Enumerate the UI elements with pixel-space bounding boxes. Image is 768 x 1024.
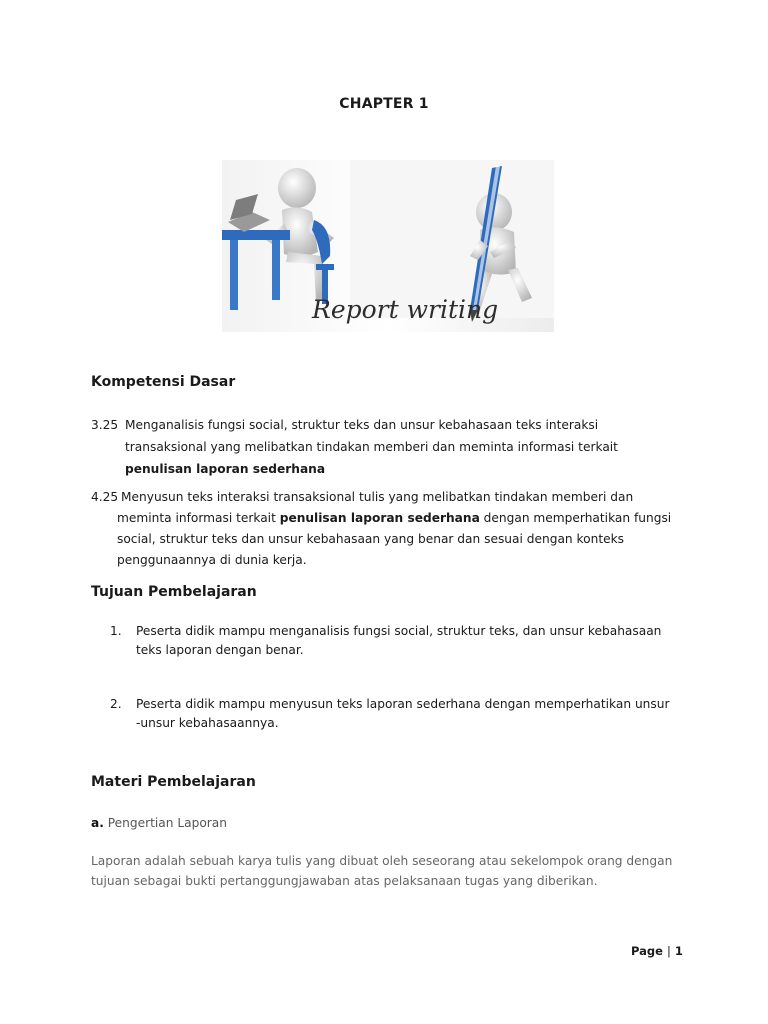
- kd-item-1-number: 3.25: [91, 418, 119, 432]
- heading-kompetensi-dasar: Kompetensi Dasar: [91, 374, 236, 390]
- kd-item-2-number: 4.25: [91, 490, 119, 504]
- tujuan-item-1-line-1: Peserta didik mampu menganalisis fungsi social, struktur teks, dan unsur kebahasaan: [136, 624, 662, 638]
- kd-item-2-line-2: [117, 508, 671, 529]
- materi-subheading: [91, 816, 227, 830]
- page-footer: [631, 944, 683, 958]
- tujuan-item-2-line-1: Peserta didik mampu menyusun teks laporan sederhana dengan memperhatikan unsur: [136, 697, 670, 711]
- heading-materi-pembelajaran: Materi Pembelajaran: [91, 774, 256, 790]
- tujuan-item-1-line-2: teks laporan dengan benar.: [136, 643, 304, 657]
- banner-text: Report writing: [312, 295, 499, 324]
- kd-item-1-line-1: Menganalisis fungsi social, struktur teks dan unsur kebahasaan teks interaksi: [125, 418, 599, 432]
- page-number: 1: [674, 944, 683, 958]
- kd-item-2-line-4: penggunaannya di dunia kerja.: [117, 553, 307, 567]
- materi-sub-title: Pengertian Laporan: [107, 816, 228, 830]
- tujuan-item-1-number: 1.: [110, 624, 122, 638]
- heading-tujuan-pembelajaran: Tujuan Pembelajaran: [91, 584, 257, 600]
- report-writing-illustration: [222, 160, 554, 332]
- kd-item-2-line-2-pre: meminta informasi terkait: [117, 511, 280, 525]
- materi-sub-label: a.: [91, 816, 104, 830]
- materi-paragraph-line-2: tujuan sebagai bukti pertanggungjawaban atas pelaksanaan tugas yang diberikan.: [91, 874, 598, 888]
- materi-paragraph-line-1: Laporan adalah sebuah karya tulis yang dibuat oleh seseorang atau sekelompok orang dengan: [91, 854, 673, 868]
- page-label: Page: [631, 944, 663, 958]
- kd-item-2-line-1: Menyusun teks interaksi transaksional tulis yang melibatkan tindakan memberi dan: [121, 490, 634, 504]
- kd-item-1-line-3: penulisan laporan sederhana: [125, 462, 326, 476]
- tujuan-item-2-line-2: -unsur kebahasaannya.: [136, 716, 279, 730]
- kd-item-2-line-2-post: dengan memperhatikan fungsi: [479, 511, 672, 525]
- kd-item-1-line-2: transaksional yang melibatkan tindakan memberi dan meminta informasi terkait: [125, 440, 618, 454]
- kd-item-2-line-2-bold: penulisan laporan sederhana: [279, 511, 480, 525]
- tujuan-item-2-number: 2.: [110, 697, 122, 711]
- kd-item-2-line-3: social, struktur teks dan unsur kebahasaan yang benar dan sesuai dengan konteks: [117, 532, 625, 546]
- page-separator: |: [666, 944, 671, 958]
- chapter-title: CHAPTER 1: [339, 96, 429, 112]
